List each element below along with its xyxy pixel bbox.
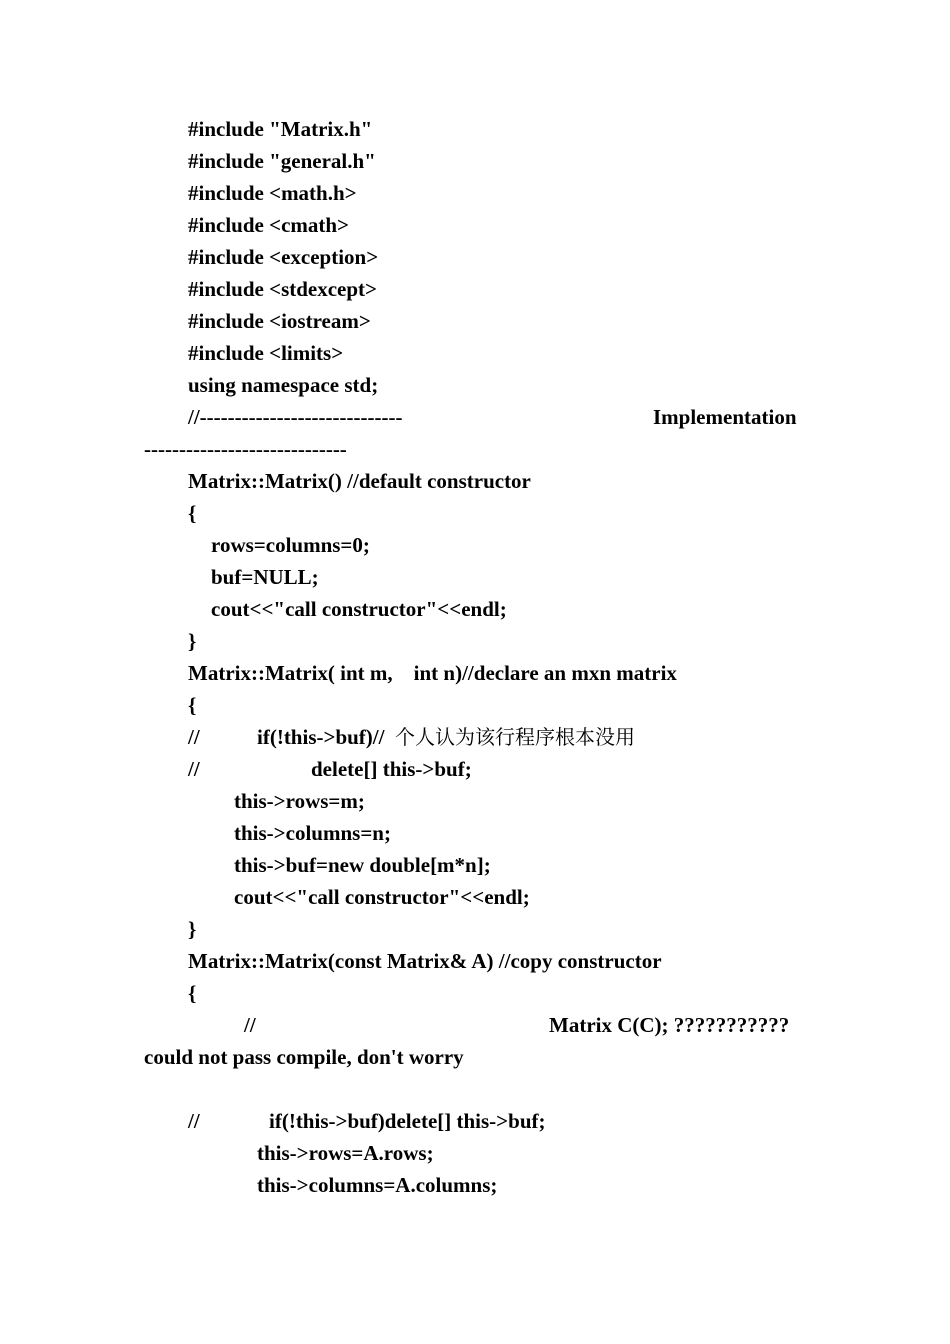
code-line: { — [188, 501, 197, 525]
code-line: #include "Matrix.h" — [188, 117, 373, 141]
code-line: #include <iostream> — [188, 309, 371, 333]
code-line: { — [188, 981, 197, 1005]
code-line: Matrix::Matrix( int m, int n)//declare an mxn matrix — [188, 661, 677, 685]
comment-divider: //----------------------------- — [188, 405, 403, 429]
code-line: if(!this->buf)delete[] this->buf; — [269, 1109, 546, 1133]
code-line: #include <limits> — [188, 341, 344, 365]
code-line: this->columns=n; — [234, 821, 391, 845]
code-line: this->rows=m; — [234, 789, 365, 813]
code-line: #include "general.h" — [188, 149, 376, 173]
code-line: { — [188, 693, 197, 717]
code-line: Matrix C(C); ??????????? — [549, 1013, 790, 1037]
comment-marker: // — [188, 757, 200, 781]
comment-marker: // — [244, 1013, 256, 1037]
code-line: this->buf=new double[m*n]; — [234, 853, 491, 877]
section-heading: Implementation — [653, 405, 797, 429]
code-line: rows=columns=0; — [211, 533, 370, 557]
code-line: this->columns=A.columns; — [257, 1173, 498, 1197]
code-line: } — [188, 917, 197, 941]
code-line: buf=NULL; — [211, 565, 319, 589]
code-line: Matrix::Matrix(const Matrix& A) //copy constructor — [188, 949, 662, 973]
code-line: #include <cmath> — [188, 213, 350, 237]
comment-divider-continued: ----------------------------- — [144, 437, 347, 461]
code-line: this->rows=A.rows; — [257, 1141, 434, 1165]
code-line: if(!this->buf)// — [257, 725, 385, 749]
code-line-continued: could not pass compile, don't worry — [144, 1045, 464, 1069]
code-line: #include <stdexcept> — [188, 277, 378, 301]
comment-marker: // — [188, 1109, 200, 1133]
code-line: cout<<"call constructor"<<endl; — [211, 597, 507, 621]
code-line: cout<<"call constructor"<<endl; — [234, 885, 530, 909]
code-line: #include <math.h> — [188, 181, 357, 205]
code-line: } — [188, 629, 197, 653]
code-line: delete[] this->buf; — [311, 757, 472, 781]
code-line: using namespace std; — [188, 373, 379, 397]
comment-marker: // — [188, 725, 200, 749]
chinese-comment: 个人认为该行程序根本没用 — [395, 725, 635, 749]
code-line: #include <exception> — [188, 245, 379, 269]
code-line: Matrix::Matrix() //default constructor — [188, 469, 531, 493]
